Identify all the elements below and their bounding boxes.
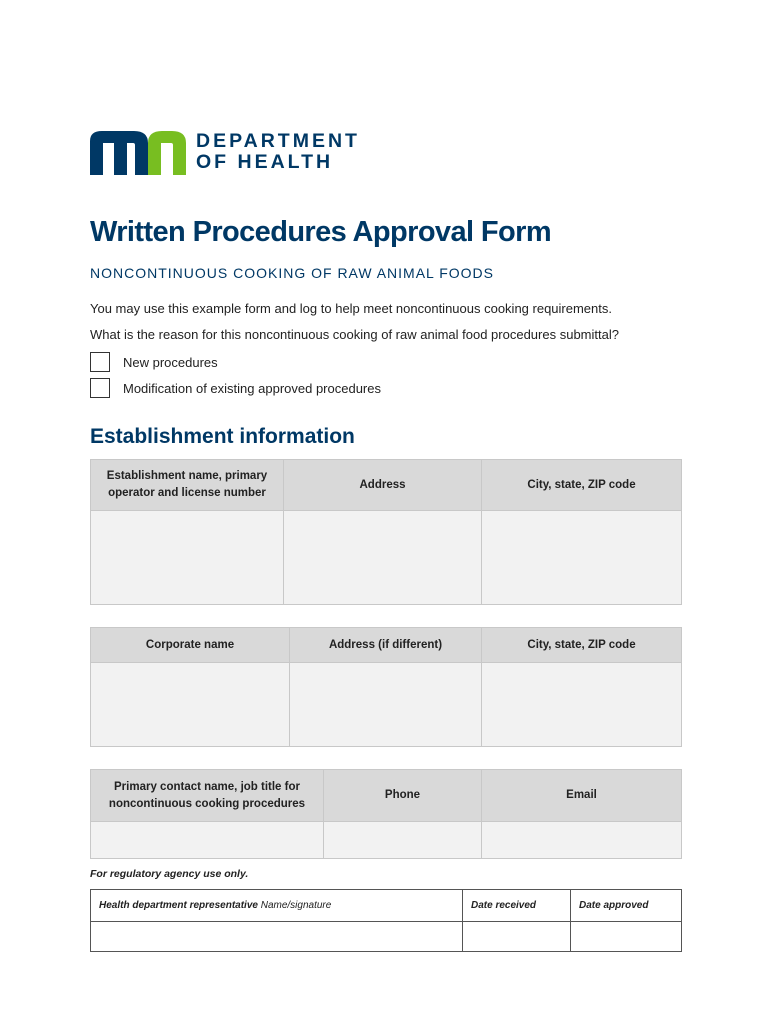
table-header: [571, 890, 682, 922]
table-header: Email: [482, 770, 682, 822]
corporate-city-field[interactable]: [482, 663, 682, 747]
contact-name-field[interactable]: [91, 822, 324, 859]
regulatory-table: [90, 889, 682, 952]
checkbox-new-procedures[interactable]: [90, 352, 110, 372]
table-header: [463, 890, 571, 922]
option-new-procedures[interactable]: [90, 351, 218, 373]
option-modification[interactable]: [90, 377, 381, 399]
corporate-address-field[interactable]: [290, 663, 482, 747]
logo-line-1: DEPARTMENT: [196, 130, 360, 152]
date-received-label: Date received: [471, 900, 537, 911]
establishment-address-field[interactable]: [284, 511, 482, 605]
corporate-name-field[interactable]: [91, 663, 290, 747]
option-label: New procedures: [123, 354, 218, 370]
corporate-table: [90, 627, 682, 747]
logo-line-2: OF HEALTH: [196, 151, 334, 173]
page-subtitle: NONCONTINUOUS COOKING OF RAW ANIMAL FOODS: [90, 265, 494, 281]
table-header: Phone: [324, 770, 482, 822]
establishment-city-field[interactable]: [482, 511, 682, 605]
table-header: City, state, ZIP code: [482, 460, 682, 511]
regulatory-note: For regulatory agency use only.: [90, 868, 249, 880]
signature-field[interactable]: [91, 922, 463, 952]
option-label: Modification of existing approved procedures: [123, 380, 381, 396]
mn-logo-mark-icon: [90, 131, 186, 175]
section-heading: Establishment information: [90, 425, 355, 448]
question-text: What is the reason for this noncontinuous cooking of raw animal food procedures submittal?: [90, 327, 619, 342]
intro-text: You may use this example form and log to help meet noncontinuous cooking requirements.: [90, 301, 612, 316]
date-received-field[interactable]: [463, 922, 571, 952]
table-header-representative: [91, 890, 463, 922]
checkbox-modification[interactable]: [90, 378, 110, 398]
email-field[interactable]: [482, 822, 682, 859]
phone-field[interactable]: [324, 822, 482, 859]
table-header: Address (if different): [290, 628, 482, 663]
table-header: Establishment name, primary operator and license number: [91, 460, 284, 511]
rep-sublabel: Name/signature: [257, 900, 332, 911]
table-header: Address: [284, 460, 482, 511]
table-header: Corporate name: [91, 628, 290, 663]
date-approved-label: Date approved: [579, 900, 649, 911]
logo-text: [196, 131, 360, 173]
establishment-name-field[interactable]: [91, 511, 284, 605]
date-approved-field[interactable]: [571, 922, 682, 952]
establishment-table: [90, 459, 682, 605]
table-header: Primary contact name, job title for noncontinuous cooking procedures: [91, 770, 324, 822]
rep-label: Health department representative: [99, 900, 258, 911]
page-title: Written Procedures Approval Form: [90, 216, 551, 248]
table-header: City, state, ZIP code: [482, 628, 682, 663]
contact-table: [90, 769, 682, 859]
